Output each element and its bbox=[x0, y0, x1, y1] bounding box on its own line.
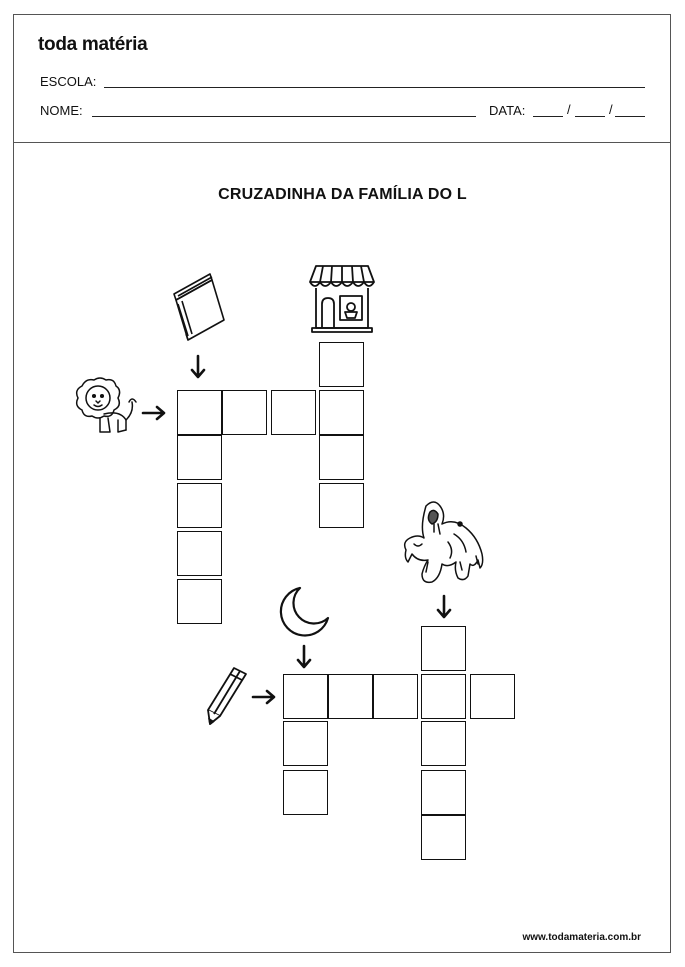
crossword-cell[interactable] bbox=[319, 390, 364, 435]
arrow-right-icon bbox=[251, 688, 277, 706]
brand-logo: toda matéria bbox=[38, 34, 148, 55]
crossword-cell[interactable] bbox=[177, 435, 222, 480]
crossword-cell[interactable] bbox=[421, 626, 466, 671]
lion-icon bbox=[70, 376, 140, 438]
footer-website: www.todamateria.com.br bbox=[522, 932, 641, 943]
crossword-cell[interactable] bbox=[421, 815, 466, 860]
date-day-field[interactable] bbox=[533, 116, 563, 117]
date-separator: / bbox=[609, 102, 613, 117]
book-icon bbox=[168, 270, 230, 344]
crossword-cell[interactable] bbox=[177, 483, 222, 528]
arrow-down-icon bbox=[189, 354, 207, 380]
crossword-cell[interactable] bbox=[470, 674, 515, 719]
arrow-down-icon bbox=[295, 644, 313, 670]
crossword-cell[interactable] bbox=[421, 770, 466, 815]
arrow-right-icon bbox=[141, 404, 167, 422]
crossword-cell[interactable] bbox=[373, 674, 418, 719]
crossword-cell[interactable] bbox=[283, 770, 328, 815]
crossword-cell[interactable] bbox=[177, 579, 222, 624]
slime-monster-icon bbox=[398, 498, 490, 586]
crossword-cell[interactable] bbox=[328, 674, 373, 719]
crossword-cell[interactable] bbox=[319, 435, 364, 480]
moon-icon bbox=[278, 584, 332, 638]
date-label: DATA: bbox=[489, 103, 526, 118]
crossword-cell[interactable] bbox=[319, 483, 364, 528]
crossword-cell[interactable] bbox=[319, 342, 364, 387]
crossword-cell[interactable] bbox=[421, 674, 466, 719]
name-field[interactable] bbox=[92, 116, 476, 117]
name-label: NOME: bbox=[40, 103, 83, 118]
crossword-cell[interactable] bbox=[177, 390, 222, 435]
school-field[interactable] bbox=[104, 87, 645, 88]
arrow-down-icon bbox=[435, 594, 453, 620]
worksheet-title: CRUZADINHA DA FAMÍLIA DO L bbox=[218, 186, 467, 203]
date-separator: / bbox=[567, 102, 571, 117]
crossword-cell[interactable] bbox=[421, 721, 466, 766]
crossword-cell[interactable] bbox=[283, 721, 328, 766]
shop-icon bbox=[308, 264, 376, 334]
date-month-field[interactable] bbox=[575, 116, 605, 117]
header-divider bbox=[13, 142, 671, 143]
crossword-cell[interactable] bbox=[222, 390, 267, 435]
crossword-cell[interactable] bbox=[271, 390, 316, 435]
pencil-icon bbox=[206, 664, 250, 728]
date-year-field[interactable] bbox=[615, 116, 645, 117]
crossword-cell[interactable] bbox=[177, 531, 222, 576]
school-label: ESCOLA: bbox=[40, 74, 97, 89]
crossword-cell[interactable] bbox=[283, 674, 328, 719]
